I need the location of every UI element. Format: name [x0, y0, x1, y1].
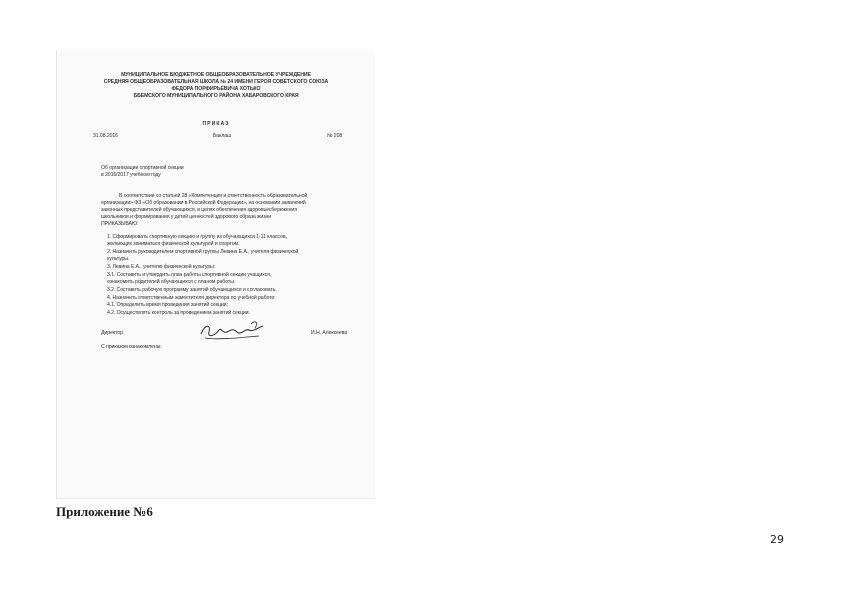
- scan-item-line-11: 4.2. Осуществлять контроль за проведением занятий секции.: [107, 310, 250, 316]
- scan-subject-line-1: Об организации спортивной секции: [101, 165, 184, 171]
- scan-item-line-10: 4.1. Определить время проведения занятий секции;: [107, 302, 228, 308]
- scan-item-line-6: 3.1. Составить и утвердить план работы спортивной секции учащихся,: [107, 272, 272, 278]
- scan-body-line-4: школьников и формирования у детей ценностей здорового образа жизни: [101, 214, 272, 220]
- signature-icon: [197, 318, 267, 344]
- scan-header-line-1: МУНИЦИПАЛЬНОЕ БЮДЖЕТНОЕ ОБЩЕОБРАЗОВАТЕЛЬНОЕ УЧРЕЖДЕНИЕ: [121, 72, 311, 78]
- scan-item-line-1: 1. Сформировать спортивную секцию и группу из обучающихся 1-11 классов,: [107, 234, 287, 240]
- scan-item-line-7: ознакомить родителей обучающихся с планом работы.: [107, 279, 236, 285]
- scan-director-label: Директор: [101, 330, 123, 336]
- scan-body-line-3: законных представителей обучающихся, в целях обеспечения здоровьесбережения: [101, 207, 297, 213]
- scan-body-line-5: ПРИКАЗЫВАЮ:: [101, 221, 139, 227]
- scan-header-line-2: СРЕДНЯЯ ОБЩЕОБРАЗОВАТЕЛЬНАЯ ШКОЛА № 24 ИМЕНИ ГЕРОЯ СОВЕТСКОГО СОЮЗА: [103, 79, 329, 85]
- scan-order-date: 31.08.2016: [93, 133, 118, 139]
- scanned-order-document: [56, 50, 375, 499]
- scan-order-title: ПРИКАЗ: [202, 121, 230, 127]
- scan-item-line-3: 2. Назначить руководителем спортивной группы Левина Е.А., учителя физической: [107, 249, 299, 255]
- scan-header-line-3: ФЕДОРА ПОРФИРЬЕВИЧА ХОТЬКО: [171, 86, 261, 92]
- scan-order-number: № 208: [327, 133, 343, 139]
- scan-order-place: Баклаш: [213, 133, 232, 139]
- scan-item-line-8: 3.2. Составить рабочую программу занятий обучающихся и согласовать.: [107, 287, 277, 293]
- scan-item-line-9: 4. Назначить ответственным заместителя директора по учебной работе:: [107, 295, 276, 301]
- scan-body-line-2: организации» ФЗ «Об образовании в Российской Федерации», на основании заявлений: [101, 200, 306, 206]
- scan-subject-line-2: в 2016/2017 учебном году: [101, 172, 161, 178]
- scan-item-line-5: 3. Левина Е.А., учителю физической культуры:: [107, 264, 216, 270]
- scan-acquainted-label: С приказом ознакомлены:: [101, 344, 162, 350]
- scan-item-line-4: культуры.: [107, 256, 130, 262]
- scan-item-line-2: желающих заниматься физической культурой и спортом.: [107, 241, 240, 247]
- scan-director-name: И.Н. Алексеева: [311, 330, 348, 336]
- page-number: 29: [770, 533, 784, 546]
- appendix-caption: Приложение №6: [56, 504, 153, 519]
- scan-body-line-1: В соответствии со статьей 28 «Компетенция и ответственность образовательной: [119, 193, 308, 199]
- scan-header-line-4: ББЕМСКОГО МУНИЦИПАЛЬНОГО РАЙОНА ХАБАРОВСКОГО КРАЯ: [133, 93, 299, 99]
